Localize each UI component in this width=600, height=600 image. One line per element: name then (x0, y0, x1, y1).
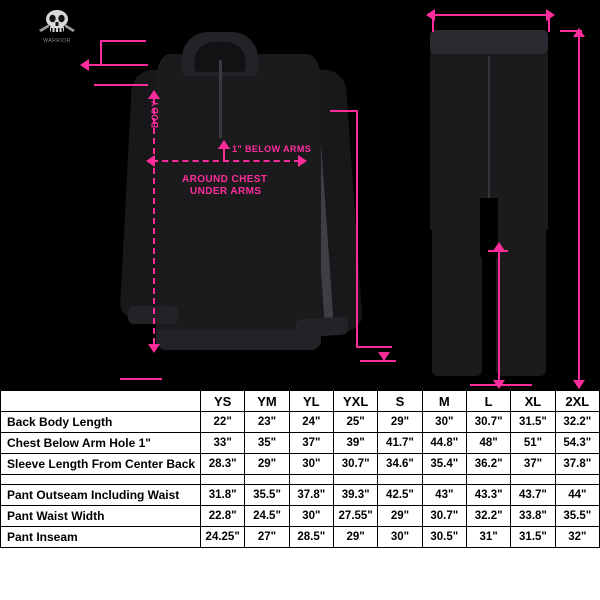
cell: 32.2" (466, 506, 510, 527)
cell: 35.5" (245, 485, 289, 506)
pants-crotch-gap (480, 198, 498, 262)
spacer-cell (245, 475, 289, 485)
spacer-cell (511, 475, 555, 485)
cell: 43" (422, 485, 466, 506)
cell: 37" (511, 454, 555, 475)
cell: 37.8" (289, 485, 333, 506)
cell: 27" (245, 527, 289, 548)
cell: 24.25" (201, 527, 245, 548)
spacer-cell (466, 475, 510, 485)
table-row (1, 433, 600, 454)
sleeve-measure-line-top (86, 64, 148, 66)
cell: 30" (289, 506, 333, 527)
jacket-body (156, 54, 321, 349)
cell: 29" (378, 412, 422, 433)
size-chart-table (0, 390, 600, 548)
jacket-zipper (219, 60, 222, 138)
spacer-cell (333, 475, 377, 485)
sleeve-measure-line-upper (100, 40, 146, 42)
cell: 29" (245, 454, 289, 475)
skull-logo-icon (37, 8, 77, 36)
cell: 37" (289, 433, 333, 454)
row-label: Sleeve Length From Center Back (1, 454, 201, 475)
cell: 30.7" (466, 412, 510, 433)
cell: 33" (201, 433, 245, 454)
row-label: Back Body Length (1, 412, 201, 433)
cell: 43.3" (466, 485, 510, 506)
cell: 31.5" (511, 412, 555, 433)
cell: 35" (245, 433, 289, 454)
body-length-dashed-line (153, 98, 155, 344)
table-header-l: L (466, 391, 510, 412)
pant-outseam-line (578, 36, 580, 380)
cell: 31.5" (511, 527, 555, 548)
under-arms-label: UNDER ARMS (190, 186, 262, 197)
sleeve-right-measure-top-tick (330, 110, 358, 112)
below-arms-label: 1" BELOW ARMS (232, 144, 312, 154)
row-label: Pant Inseam (1, 527, 201, 548)
cell: 37.8" (555, 454, 599, 475)
cell: 30" (422, 412, 466, 433)
pant-inseam-line (498, 250, 500, 380)
cell: 30.5" (422, 527, 466, 548)
cell: 51" (511, 433, 555, 454)
spacer-cell (289, 475, 333, 485)
row-label: Pant Waist Width (1, 506, 201, 527)
cell: 30.7" (333, 454, 377, 475)
spacer-cell (201, 475, 245, 485)
size-chart-table-wrap (0, 390, 600, 600)
cell: 42.5" (378, 485, 422, 506)
cell: 30.7" (422, 506, 466, 527)
cell: 28.5" (289, 527, 333, 548)
brand-logo-text: WARRIOR (43, 38, 71, 44)
row-label: Chest Below Arm Hole 1" (1, 433, 201, 454)
cell: 39.3" (333, 485, 377, 506)
spacer-cell (378, 475, 422, 485)
cell: 22.8" (201, 506, 245, 527)
cell: 28.3" (201, 454, 245, 475)
table-header-s: S (378, 391, 422, 412)
sleeve-right-measure-arrow (378, 352, 390, 361)
chest-dashed-line (152, 160, 300, 162)
cell: 36.2" (466, 454, 510, 475)
table-header-yl: YL (289, 391, 333, 412)
cell: 24" (289, 412, 333, 433)
table-header-blank (1, 391, 201, 412)
cell: 41.7" (378, 433, 422, 454)
cell: 30" (378, 527, 422, 548)
cell: 25" (333, 412, 377, 433)
pants-illustration (410, 18, 570, 383)
cell: 27.55" (333, 506, 377, 527)
cell: 29" (378, 506, 422, 527)
cell: 43.7" (511, 485, 555, 506)
table-header-xl: XL (511, 391, 555, 412)
sleeve-measure-arrow-left (80, 59, 89, 71)
table-header-m: M (422, 391, 466, 412)
jacket-hem-measure-line (120, 378, 162, 380)
spacer-cell (555, 475, 599, 485)
cell: 30" (289, 454, 333, 475)
cell: 44.8" (422, 433, 466, 454)
sleeve-measure-line-vertical (100, 40, 102, 66)
cell: 31.8" (201, 485, 245, 506)
chest-arrow-right (298, 155, 307, 167)
table-row (1, 506, 600, 527)
cell: 24.5" (245, 506, 289, 527)
pant-waist-measure-line (432, 14, 548, 16)
sleeve-measure-line-lower (94, 84, 148, 86)
cell: 44" (555, 485, 599, 506)
cell: 34.6" (378, 454, 422, 475)
cell: 35.4" (422, 454, 466, 475)
pant-inseam-tick-top (488, 250, 508, 252)
sleeve-right-measure-bottom-tick (356, 346, 392, 348)
pant-hem-measure-line (470, 384, 532, 386)
pants-left-leg (432, 198, 482, 376)
table-header-ym: YM (245, 391, 289, 412)
jacket-illustration (120, 18, 370, 378)
table-header-2xl: 2XL (555, 391, 599, 412)
pant-waist-tick-left (432, 14, 434, 32)
brand-logo (14, 8, 100, 56)
below-arms-line (223, 148, 225, 162)
spacer-cell (1, 475, 201, 485)
below-arms-arrow (218, 140, 230, 149)
cell: 31" (466, 527, 510, 548)
around-chest-label: AROUND CHEST (182, 174, 268, 185)
table-row (1, 527, 600, 548)
cell: 54.3" (555, 433, 599, 454)
sleeve-right-measure-line (356, 110, 358, 346)
table-spacer-row (1, 475, 600, 485)
pant-outseam-arrow-bottom (573, 380, 585, 389)
table-row (1, 454, 600, 475)
spacer-cell (422, 475, 466, 485)
body-length-arrow-bottom (148, 344, 160, 353)
table-header-yxl: YXL (333, 391, 377, 412)
pants-right-leg (496, 198, 546, 376)
table-row (1, 412, 600, 433)
cell: 48" (466, 433, 510, 454)
table-header-ys: YS (201, 391, 245, 412)
row-label: Pant Outseam Including Waist (1, 485, 201, 506)
table-row (1, 485, 600, 506)
pant-waist-tick-right (548, 14, 550, 32)
body-label: BODY (150, 100, 160, 128)
cell: 35.5" (555, 506, 599, 527)
pants-waistband (430, 30, 548, 54)
cell: 32.2" (555, 412, 599, 433)
cell: 32" (555, 527, 599, 548)
cell: 22" (201, 412, 245, 433)
pants-center-seam (488, 56, 490, 198)
pant-outseam-tick-top (560, 30, 582, 32)
cell: 39" (333, 433, 377, 454)
jacket-right-cuff (295, 316, 348, 338)
cell: 29" (333, 527, 377, 548)
cell: 23" (245, 412, 289, 433)
chest-arrow-left (146, 155, 155, 167)
cell: 33.8" (511, 506, 555, 527)
table-header-row (1, 391, 600, 412)
body-length-arrow-top (148, 90, 160, 99)
